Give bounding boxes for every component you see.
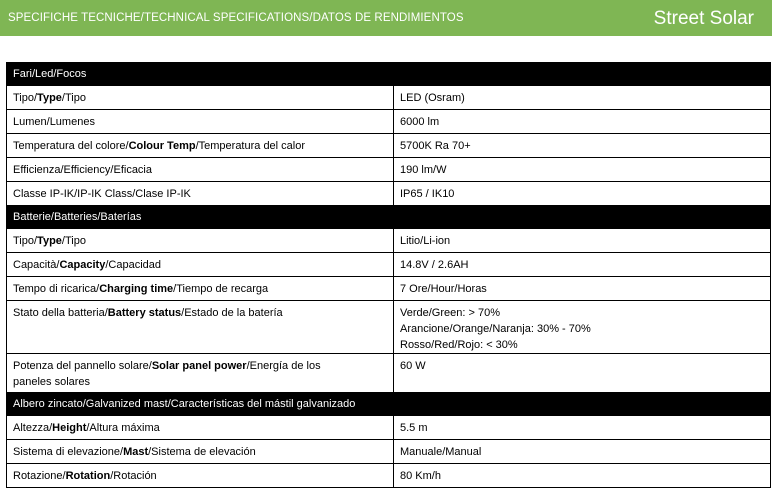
section-title: Batterie/Batteries/Baterías xyxy=(7,206,771,229)
table-row xyxy=(7,253,771,277)
table-row xyxy=(7,301,771,354)
spec-label: Stato della batteria/Battery status/Estado de la batería xyxy=(7,301,394,354)
spec-value xyxy=(394,301,771,354)
table-row xyxy=(7,182,771,206)
section-title: Albero zincato/Galvanized mast/Características del mástil galvanizado xyxy=(7,393,771,416)
spec-label: Potenza del pannello solare/Solar panel power/Energía de los paneles solares xyxy=(7,354,394,393)
table-row xyxy=(7,110,771,134)
spec-label: Tempo di ricarica/Charging time/Tiempo de recarga xyxy=(7,277,394,301)
spec-label: Sistema di elevazione/Mast/Sistema de elevación xyxy=(7,440,394,464)
spec-value: Manuale/Manual xyxy=(394,440,771,464)
spec-label: Temperatura del colore/Colour Temp/Temperatura del calor xyxy=(7,134,394,158)
table-row xyxy=(7,354,771,393)
section-header xyxy=(7,206,771,229)
spec-value: Litio/Li-ion xyxy=(394,229,771,253)
spec-value: 7 Ore/Hour/Horas xyxy=(394,277,771,301)
spec-value: 60 W xyxy=(394,354,771,393)
header-bar xyxy=(0,0,772,36)
battery-status-line: Verde/Green: > 70% xyxy=(400,307,500,319)
spec-value: 14.8V / 2.6AH xyxy=(394,253,771,277)
table-row xyxy=(7,464,771,488)
spec-label: Classe IP-IK/IP-IK Class/Clase IP-IK xyxy=(7,182,394,206)
section-header xyxy=(7,393,771,416)
spec-table xyxy=(6,62,771,488)
spec-label: Efficienza/Efficiency/Eficacia xyxy=(7,158,394,182)
table-row xyxy=(7,277,771,301)
spec-value: 5.5 m xyxy=(394,416,771,440)
table-row xyxy=(7,158,771,182)
battery-status-line: Rosso/Red/Rojo: < 30% xyxy=(400,339,518,351)
table-row xyxy=(7,229,771,253)
spec-value: LED (Osram) xyxy=(394,86,771,110)
spec-value: IP65 / IK10 xyxy=(394,182,771,206)
spec-value: 6000 lm xyxy=(394,110,771,134)
header-title: SPECIFICHE TECNICHE/TECHNICAL SPECIFICATIONS/DATOS DE RENDIMIENTOS xyxy=(8,12,464,24)
spec-value: 5700K Ra 70+ xyxy=(394,134,771,158)
spec-label: Capacità/Capacity/Capacidad xyxy=(7,253,394,277)
product-name: Street Solar xyxy=(653,8,754,29)
table-row xyxy=(7,416,771,440)
battery-status-line: Arancione/Orange/Naranja: 30% - 70% xyxy=(400,323,591,335)
table-row xyxy=(7,134,771,158)
spec-label: Tipo/Type/Tipo xyxy=(7,86,394,110)
spec-label: Rotazione/Rotation/Rotación xyxy=(7,464,394,488)
spec-label: Altezza/Height/Altura máxima xyxy=(7,416,394,440)
spec-value: 80 Km/h xyxy=(394,464,771,488)
table-row xyxy=(7,86,771,110)
spec-value: 190 lm/W xyxy=(394,158,771,182)
section-header xyxy=(7,63,771,86)
table-row xyxy=(7,440,771,464)
section-title: Fari/Led/Focos xyxy=(7,63,771,86)
spec-label: Tipo/Type/Tipo xyxy=(7,229,394,253)
spec-label: Lumen/Lumenes xyxy=(7,110,394,134)
